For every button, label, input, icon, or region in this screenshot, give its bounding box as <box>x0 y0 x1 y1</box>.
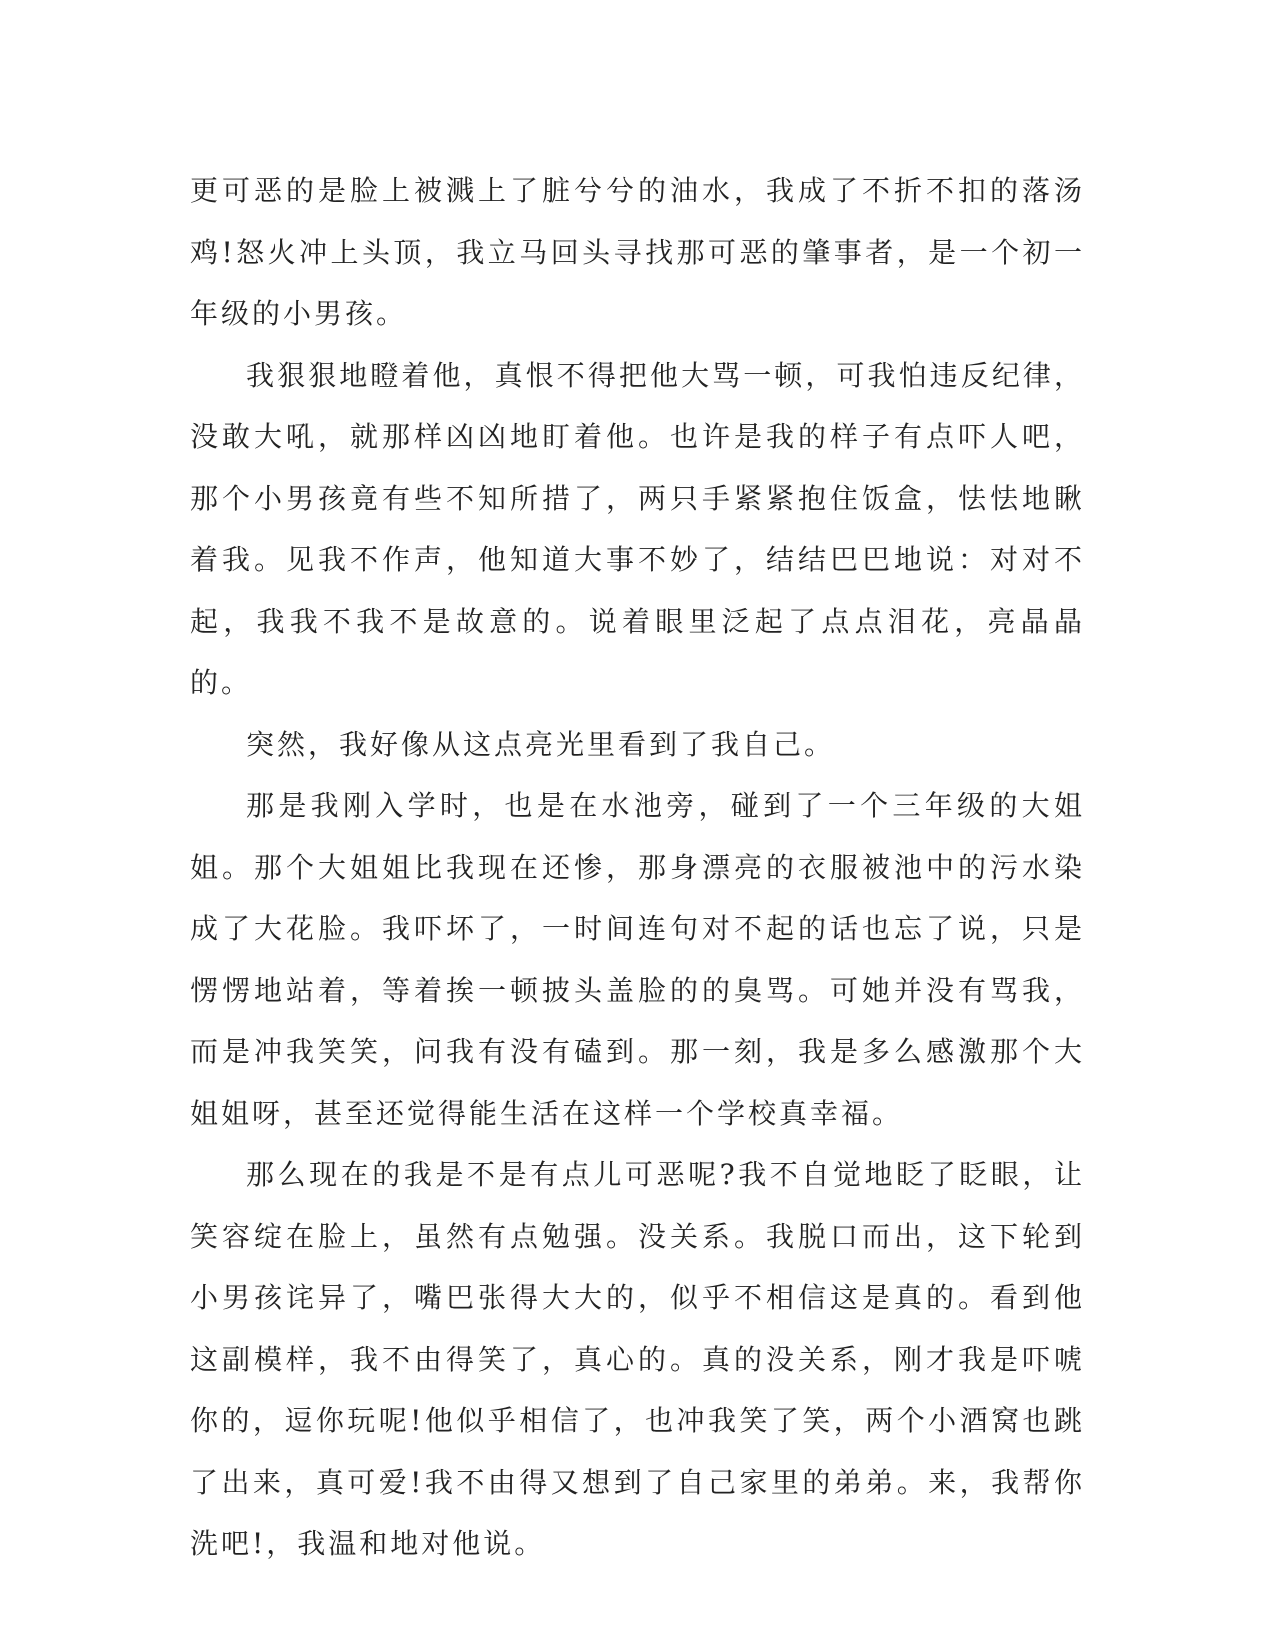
paragraph-1: 更可恶的是脸上被溅上了脏兮兮的油水，我成了不折不扣的落汤鸡!怒火冲上头顶，我立马回头寻找那可恶的肇事者，是一个初一年级的小男孩。 <box>190 174 1085 330</box>
article-body <box>190 160 1085 1575</box>
paragraph-2: 我狠狠地瞪着他，真恨不得把他大骂一顿，可我怕违反纪律，没敢大吼，就那样凶凶地盯着他。也许是我的样子有点吓人吧，那个小男孩竟有些不知所措了，两只手紧紧抱住饭盒，怯怯地瞅着我。见我不作声，他知道大事不妙了，结结巴巴地说：对对不起，我我不我不是故意的。说着眼里泛起了点点泪花，亮晶晶的。 <box>190 358 1085 699</box>
paragraph-5: 那么现在的我是不是有点儿可恶呢?我不自觉地眨了眨眼，让笑容绽在脸上，虽然有点勉强。没关系。我脱口而出，这下轮到小男孩诧异了，嘴巴张得大大的，似乎不相信这是真的。看到他这副模样，我不由得笑了，真心的。真的没关系，刚才我是吓唬你的，逗你玩呢!他似乎相信了，也冲我笑了笑，两个小酒窝也跳了出来，真可爱!我不由得又想到了自己家里的弟弟。来，我帮你洗吧!，我温和地对他说。 <box>190 1158 1085 1560</box>
paragraph-4: 那是我刚入学时，也是在水池旁，碰到了一个三年级的大姐姐。那个大姐姐比我现在还惨，那身漂亮的衣服被池中的污水染成了大花脸。我吓坏了，一时间连句对不起的话也忘了说，只是愣愣地站着，等着挨一顿披头盖脸的的臭骂。可她并没有骂我，而是冲我笑笑，问我有没有磕到。那一刻，我是多么感激那个大姐姐呀，甚至还觉得能生活在这样一个学校真幸福。 <box>190 789 1085 1130</box>
paragraph-3: 突然，我好像从这点亮光里看到了我自己。 <box>246 727 836 761</box>
